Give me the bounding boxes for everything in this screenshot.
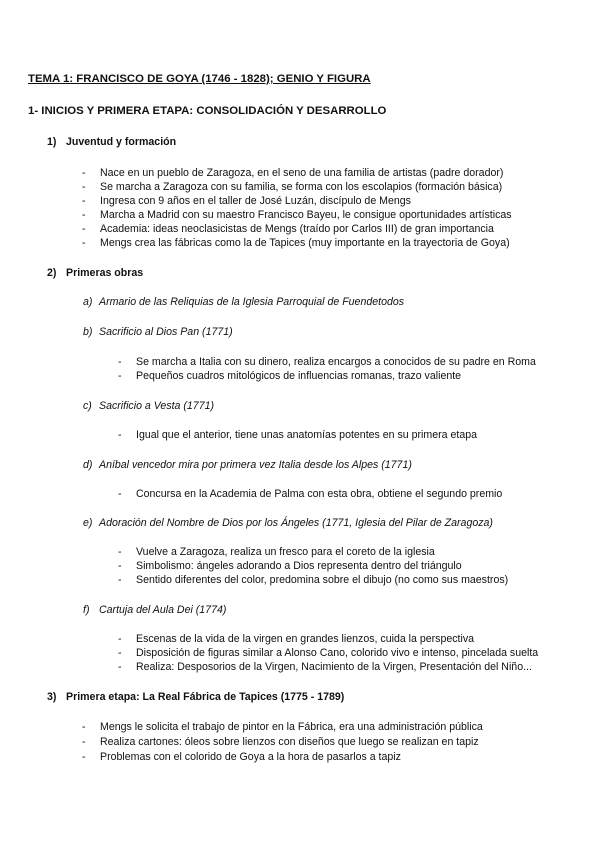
bullet-text: Academia: ideas neoclasicistas de Mengs (traído por Carlos III) de gran importancia: [100, 223, 494, 235]
item-title: Armario de las Reliquias de la Iglesia Parroquial de Fuendetodos: [99, 296, 405, 308]
bullet-text: Vuelve a Zaragoza, realiza un fresco para el coreto de la iglesia: [136, 546, 435, 558]
item-title: Sacrificio al Dios Pan (1771): [99, 326, 233, 338]
bullet-text: Escenas de la vida de la virgen en grandes lienzos, cuida la perspectiva: [136, 633, 475, 645]
section-title: Juventud y formación: [66, 136, 177, 148]
bullet-text: Nace en un pueblo de Zaragoza, en el seno de una familia de artistas (padre dorador): [100, 167, 504, 179]
section-title: Primeras obras: [66, 267, 144, 279]
item-label: f): [83, 604, 90, 616]
item-label: c): [83, 400, 92, 412]
item-title: Cartuja del Aula Dei (1774): [99, 604, 227, 616]
bullet-text: Realiza: Desposorios de la Virgen, Nacimiento de la Virgen, Presentación del Niño...: [136, 661, 532, 673]
item-title: Aníbal vencedor mira por primera vez Italia desde los Alpes (1771): [99, 459, 412, 471]
bullet-text: Se marcha a Italia con su dinero, realiza encargos a conocidos de su padre en Roma: [136, 356, 536, 368]
dash-marker: -: [118, 574, 122, 586]
dash-marker: -: [82, 237, 86, 249]
bullet-text: Disposición de figuras similar a Alonso Cano, colorido vivo e intenso, pincelada suelta: [136, 647, 539, 659]
dash-marker: -: [118, 633, 122, 645]
bullet-text: Problemas con el colorido de Goya a la hora de pasarlos a tapiz: [100, 751, 401, 763]
item-title: Sacrificio a Vesta (1771): [99, 400, 215, 412]
section-number: 3): [47, 691, 57, 703]
dash-marker: -: [82, 223, 86, 235]
dash-marker: -: [82, 181, 86, 193]
bullet-text: Igual que el anterior, tiene unas anatomías potentes en su primera etapa: [136, 429, 477, 441]
bullet-text: Pequeños cuadros mitológicos de influencias romanas, trazo valiente: [136, 370, 462, 382]
dash-marker: -: [118, 370, 122, 382]
dash-marker: -: [118, 488, 122, 500]
bullet-text: Realiza cartones: óleos sobre lienzos con diseños que luego se realizan en tapiz: [100, 736, 479, 748]
dash-marker: -: [82, 736, 86, 748]
bullet-text: Ingresa con 9 años en el taller de José Luzán, discípulo de Mengs: [100, 195, 411, 207]
dash-marker: -: [82, 209, 86, 221]
section-number: 2): [47, 267, 57, 279]
bullet-text: Marcha a Madrid con su maestro Francisco Bayeu, le consigue oportunidades artísticas: [100, 209, 512, 221]
dash-marker: -: [82, 721, 86, 733]
section-number: 1): [47, 136, 57, 148]
dash-marker: -: [118, 647, 122, 659]
bullet-text: Concursa en la Academia de Palma con esta obra, obtiene el segundo premio: [136, 488, 503, 500]
dash-marker: -: [82, 167, 86, 179]
bullet-text: Mengs crea las fábricas como la de Tapices (muy importante en la trayectoria de Goya): [100, 237, 510, 249]
dash-marker: -: [118, 661, 122, 673]
bullet-text: Se marcha a Zaragoza con su familia, se forma con los escolapios (formación básica): [100, 181, 503, 193]
item-label: b): [83, 326, 93, 338]
item-label: d): [83, 459, 93, 471]
item-label: a): [83, 296, 93, 308]
item-title: Adoración del Nombre de Dios por los Ángeles (1771, Iglesia del Pilar de Zaragoza): [99, 517, 493, 529]
dash-marker: -: [118, 560, 122, 572]
item-label: e): [83, 517, 93, 529]
bullet-text: Sentido diferentes del color, predomina sobre el dibujo (no como sus maestros): [136, 574, 509, 586]
main-heading: 1- INICIOS Y PRIMERA ETAPA: CONSOLIDACIÓN Y DESARROLLO: [28, 105, 387, 117]
dash-marker: -: [118, 356, 122, 368]
dash-marker: -: [118, 429, 122, 441]
bullet-text: Mengs le solicita el trabajo de pintor en la Fábrica, era una administración pública: [100, 721, 483, 733]
dash-marker: -: [82, 751, 86, 763]
dash-marker: -: [118, 546, 122, 558]
bullet-text: Simbolismo: ángeles adorando a Dios representa dentro del triángulo: [136, 560, 462, 572]
document-title: TEMA 1: FRANCISCO DE GOYA (1746 - 1828); GENIO Y FIGURA: [28, 73, 371, 85]
section-title: Primera etapa: La Real Fábrica de Tapices (1775 - 1789): [66, 691, 345, 703]
dash-marker: -: [82, 195, 86, 207]
